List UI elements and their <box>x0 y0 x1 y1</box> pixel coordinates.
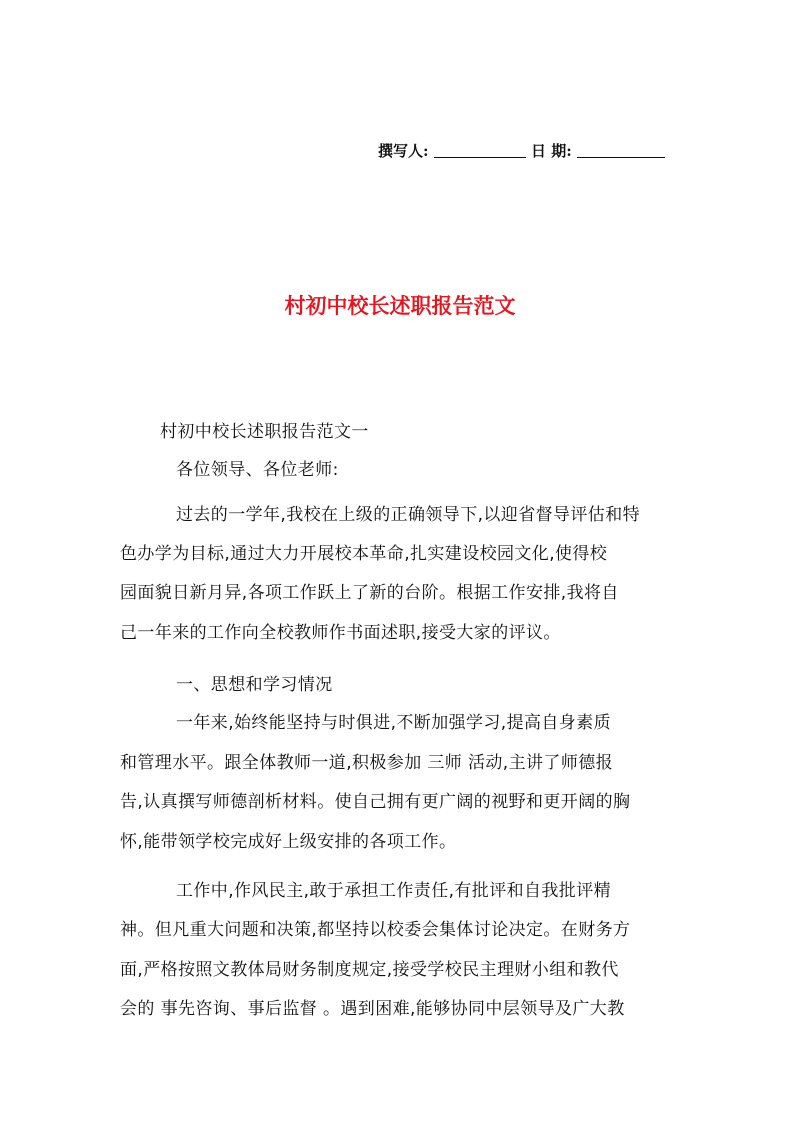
date-blank-field <box>577 143 665 158</box>
paragraph-line: 告,认真撰写师德剖析材料。使自己拥有更广阔的视野和更开阔的胸 <box>120 792 631 812</box>
author-date-line <box>378 139 688 163</box>
paragraph-line: 和管理水平。跟全体教师一道,积极参加 三师 活动,主讲了师德报 <box>120 753 614 773</box>
paragraph-line: 己一年来的工作向全校教师作书面述职,接受大家的评议。 <box>120 623 561 643</box>
writer-label: 撰写人: <box>378 142 429 160</box>
paragraph-line: 过去的一学年,我校在上级的正确领导下,以迎省督导评估和特 <box>176 505 641 525</box>
writer-blank-field <box>434 143 526 158</box>
salutation: 各位领导、各位老师: <box>176 460 339 480</box>
paragraph-line: 色办学为目标,通过大力开展校本革命,扎实建设校园文化,使得校 <box>120 544 608 564</box>
paragraph-line: 会的 事先咨询、事后监督 。遇到困难,能够协同中层领导及广大教 <box>120 999 625 1019</box>
paragraph-line: 面,严格按照文教体局财务制度规定,接受学校民主理财小组和教代 <box>120 960 619 980</box>
paragraph-line: 神。但凡重大问题和决策,都坚持以校委会集体讨论决定。在财务方 <box>120 920 631 940</box>
paragraph-line: 工作中,作风民主,敢于承担工作责任,有批评和自我批评精 <box>176 881 612 901</box>
date-label: 日 期: <box>531 142 572 160</box>
paragraph-line: 一年来,始终能坚持与时俱进,不断加强学习,提高自身素质 <box>176 713 612 733</box>
paragraph-line: 怀,能带领学校完成好上级安排的各项工作。 <box>120 832 457 852</box>
section-heading: 一、思想和学习情况 <box>176 675 333 695</box>
paragraph-line: 园面貌日新月异,各项工作跃上了新的台阶。根据工作安排,我将自 <box>120 583 619 603</box>
section-subtitle: 村初中校长述职报告范文一 <box>160 422 369 442</box>
document-title: 村初中校长述职报告范文 <box>284 293 516 318</box>
